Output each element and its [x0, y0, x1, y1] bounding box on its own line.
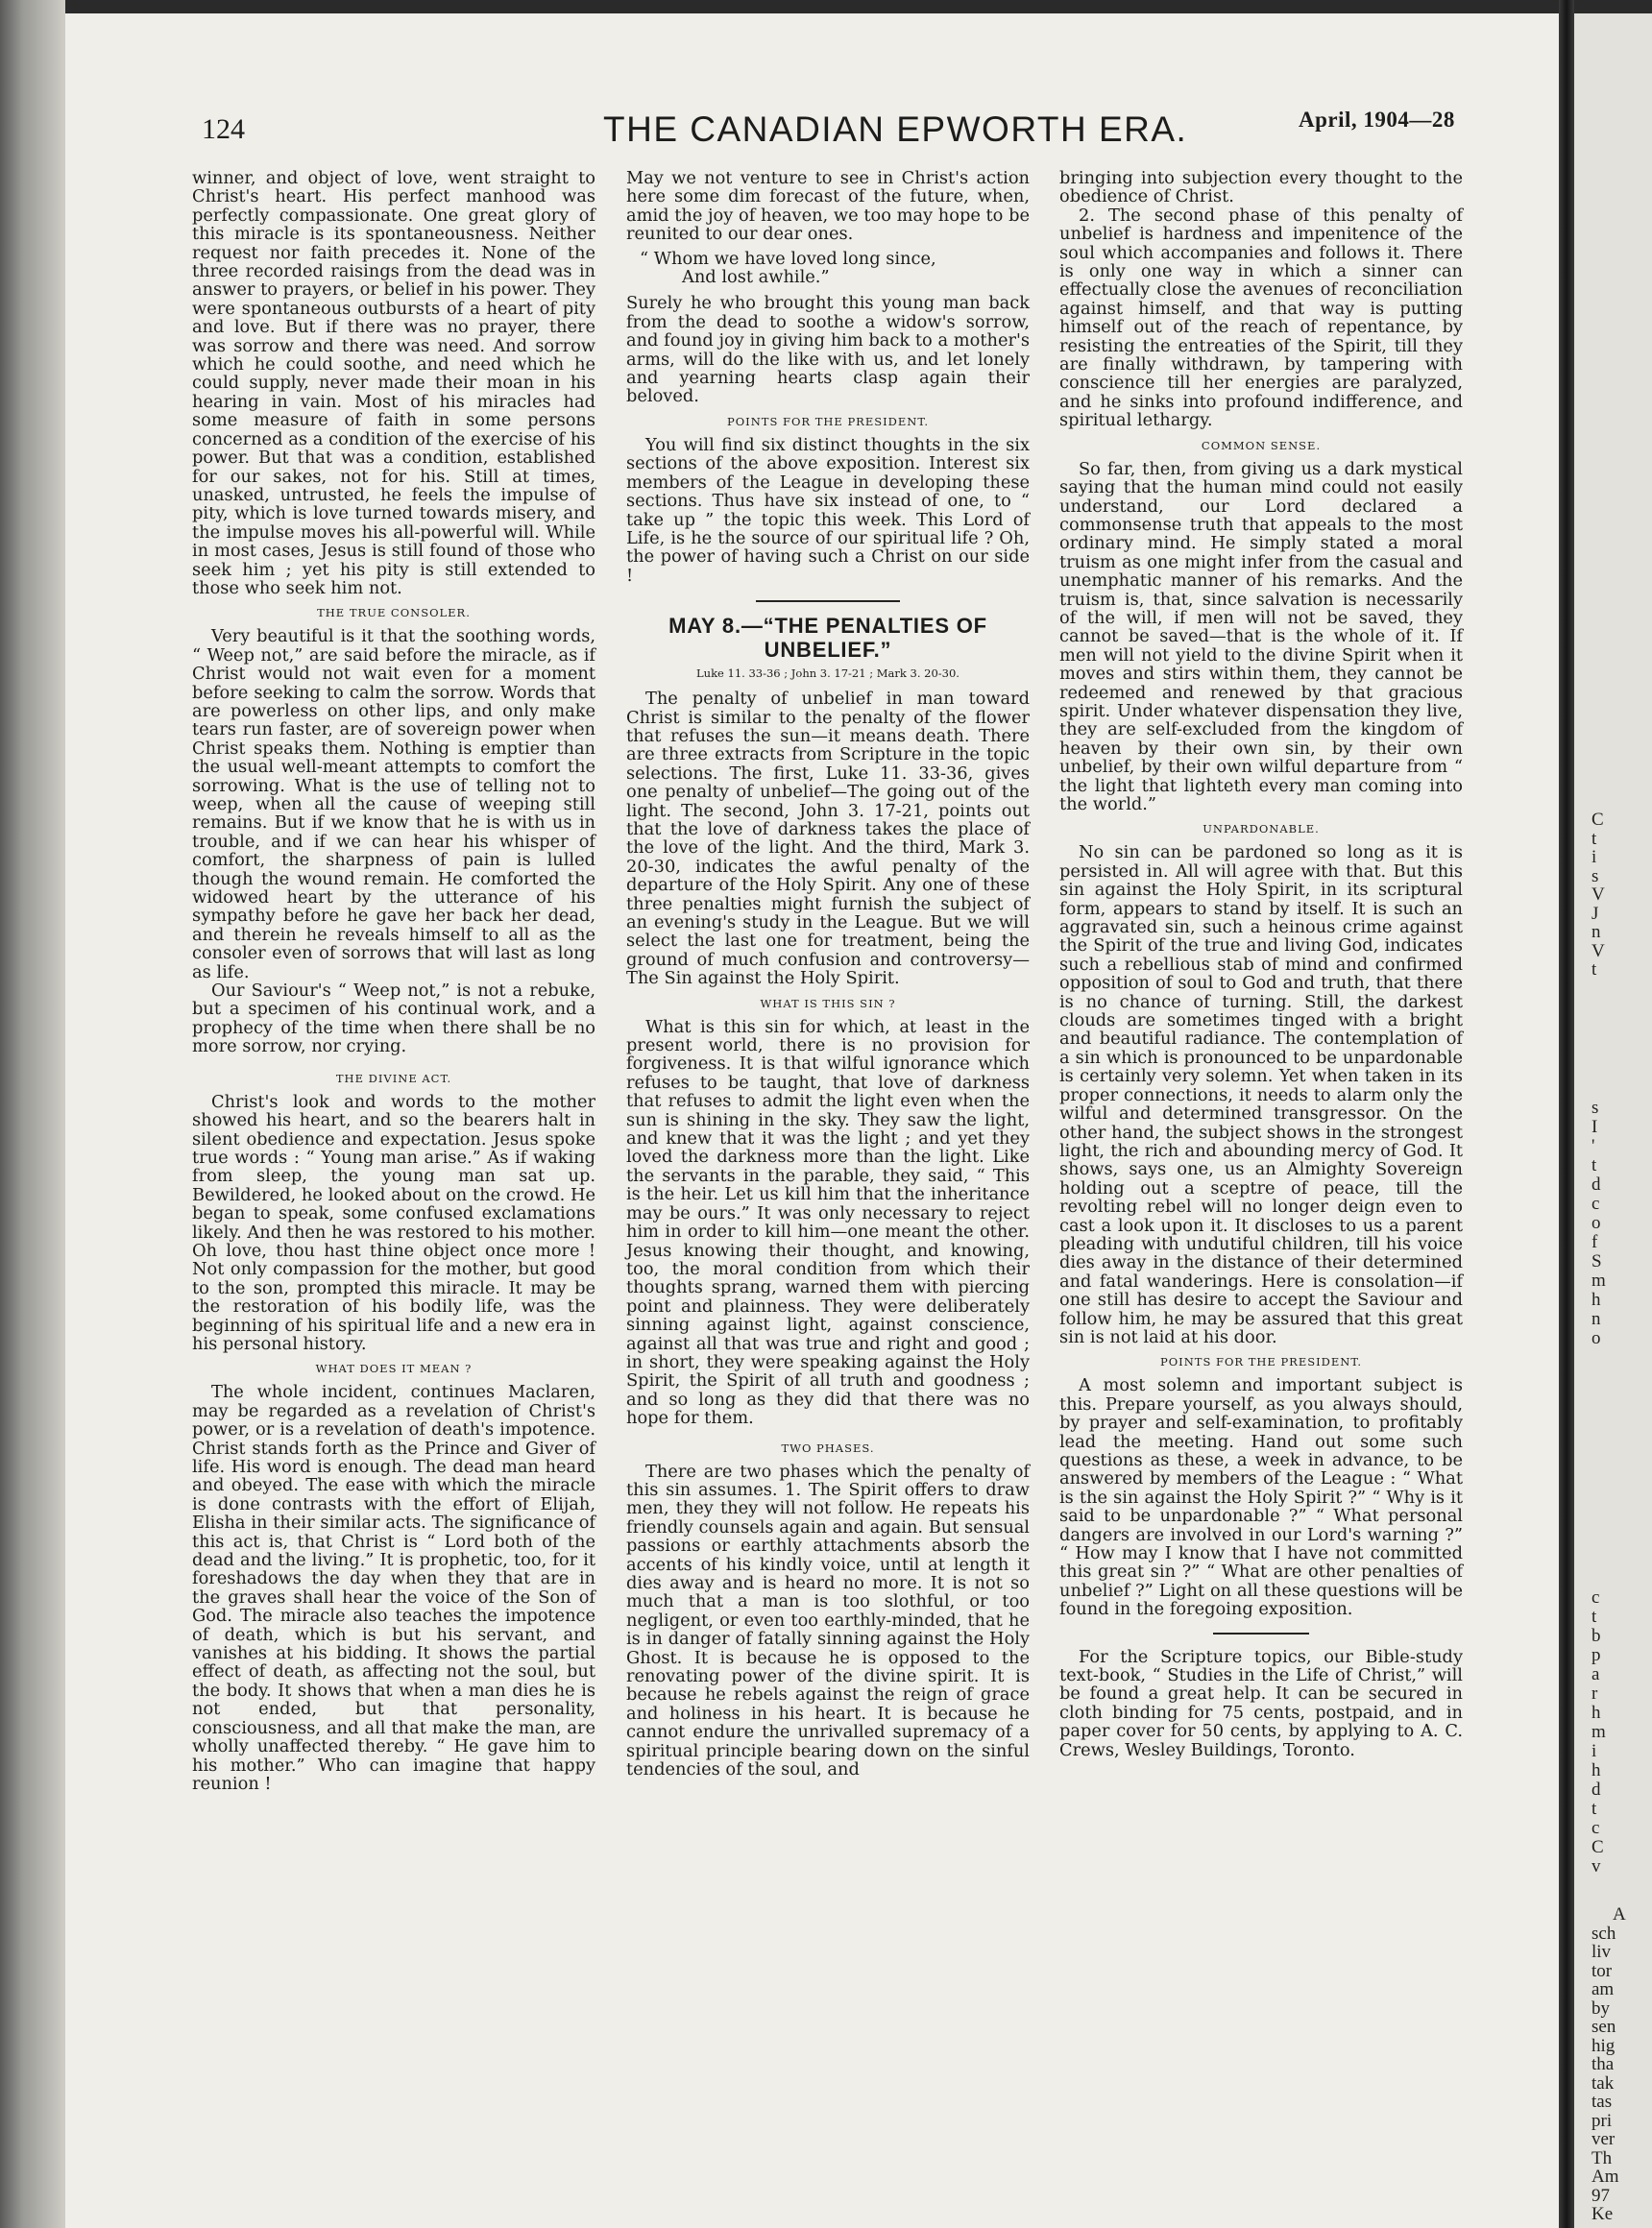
facing-page-fragment: tak — [1591, 2072, 1615, 2094]
binding-gutter — [1559, 0, 1574, 2228]
facing-page-fragment: A — [1613, 1904, 1626, 1925]
scripture-references: Luke 11. 33-36 ; John 3. 17-21 ; Mark 3. 20-30. — [696, 666, 960, 681]
page-header — [202, 106, 1498, 163]
facing-page-fragment: d — [1591, 1780, 1601, 1800]
facing-page-fragment: t — [1591, 1155, 1597, 1175]
paragraph: A most solemn and important subject is this. Prepare yourself, as you always should, by prayer and self-examination, to profitably lead the meeting. Hand out some such questions as these, a week in advance, to be answered by members of the League : “ What is the sin against the Holy Spirit ?” “ Why is it said to be unpardonable ?” “ What personal dangers are involved in our Lord's warning ?” “ How may I know that I have not committed this great sin ?” “ What are other penalties of unbelief ?” Light on all these questions will be found in the foregoing exposition. — [1059, 1375, 1463, 1620]
facing-page-fragment: n — [1591, 1309, 1601, 1329]
facing-page-fragment: b — [1591, 1626, 1601, 1646]
facing-page-fragment: f — [1591, 1232, 1598, 1252]
facing-page-fragment: I — [1591, 1117, 1598, 1137]
section-heading: POINTS FOR THE PRESIDENT. — [727, 414, 929, 428]
facing-page-fragment: v — [1591, 1856, 1601, 1877]
paragraph: You will find six distinct thoughts in the six sections of the above exposition. Interest six members of the League in developing these sections. Thus have six instead of one, to “ take up ” the topic this week. This Lord of Life, is he the source of our spiritual life ? Oh, the power of having such a Christ on our side ! — [626, 434, 1030, 586]
facing-page-fragment: c — [1591, 1194, 1600, 1214]
facing-page-fragment: h — [1591, 1290, 1601, 1310]
paragraph: May we not venture to see in Christ's action here some dim forecast of the future, when, amid the joy of heaven, we too may hope to be reunited to our dear ones. — [626, 168, 1030, 245]
section-heading: WHAT DOES IT MEAN ? — [315, 1362, 473, 1376]
paragraph: bringing into subjection every thought to the obedience of Christ. — [1059, 168, 1463, 207]
facing-page-fragment: h — [1591, 1703, 1601, 1723]
facing-page-fragment: C — [1591, 1837, 1604, 1857]
facing-page-fragment: r — [1591, 1683, 1598, 1704]
facing-page-fragment: m — [1591, 1722, 1606, 1742]
paragraph: The whole incident, continues Maclaren, may be regarded as a revelation of Christ's power, or is a revelation of death's impotence. Christ stands forth as the Prince and Giver of life. His word is enough. The dead man heard and obeyed. The ease with which the miracle is done contrasts with the effort of Elijah, Elisha in their similar acts. The significance of this act is, that Christ is “ Lord both of the dead and the living.” It is prophetic, too, for it foreshadows the day when they that are in the graves shall hear the voice of the Son of God. The miracle also teaches the impotence of death, which is but his servant, and vanishes at his bidding. It shows the partial effect of death, as affecting not the soul, but the body. It shows that when a man dies he is not ended, but that personality, consciousness, and all that make the man, are wholly unaffected thereby. “ He gave him to his mother.” Who can imagine that happy reunion ! — [192, 1382, 595, 1794]
facing-page-fragment: n — [1591, 922, 1601, 942]
facing-page-fragment: s — [1591, 1098, 1599, 1118]
paragraph: So far, then, from giving us a dark mystical saying that the human mind could not easily understand, our Lord declared a commonsense truth that appeals to the most ordinary mind. He simply stated a moral truism as one might infer from the casual and unemphatic manner of his remarks. And the truism is, that, since salvation is necessarily of the will, if men will not be saved, they cannot be saved—that is the whole of it. If men will not yield to the divine Spirit when it moves and stirs within them, they cannot be redeemed and renewed by that gracious spirit. Under whatever dispensation they live, they are self-excluded from the kingdom of heaven by their own sin, by their own unbelief, by their own wilful departure from “ the light that lighteth every man coming into the world.” — [1059, 458, 1463, 814]
paragraph: No sin can be pardoned so long as it is persisted in. All will agree with that. But this sin against the Holy Spirit, in its scriptural form, appears to stand by itself. It is such an aggravated sin, such a heinous crime against the Spirit of the true and living God, indicates such a rebellious stab of mind and confirmed opposition of soul to God and truth, that there is no chance of turning. Still, the darkest clouds are sometimes tinged with a bright and beautiful radiance. The contemplation of a sin which is pronounced to be unpardonable is certainly very solemn. Yet when taken in its proper connections, it needs to alarm only the wilful and determined transgressor. On the other hand, the subject shows in the strongest light, the rich and abounding mercy of God. It shows, says one, us an Almighty Sovereign holding out a sceptre of peace, till the revolting rebel will no longer deign even to cast a look upon it. It discloses to us a parent pleading with undutiful children, till his voice dies away in the distance of their determined and fatal wanderings. Here is consolation—if one still has desire to accept the Saviour and follow him, he may be assured that this great sin is not laid at his door. — [1059, 842, 1463, 1347]
lesson-title: MAY 8.—“THE PENALTIES OF UNBELIEF.” — [668, 614, 987, 663]
facing-page-fragment: C — [1591, 810, 1604, 830]
scan-border-left — [0, 0, 65, 2228]
facing-page-fragment: liv — [1591, 1942, 1612, 1962]
section-heading: POINTS FOR THE PRESIDENT. — [1160, 1355, 1362, 1369]
facing-page-fragment: d — [1591, 1175, 1601, 1195]
column-2 — [626, 169, 1030, 1779]
section-heading: WHAT IS THIS SIN ? — [760, 996, 896, 1010]
facing-page-fragment: 97 — [1591, 2185, 1610, 2206]
facing-page-fragment: Ke — [1591, 2204, 1614, 2224]
paragraph: 2. The second phase of this penalty of unbelief is hardness and impenitence of the soul which accompanies and follows it. There is only one way in which a sinner can effectually close the avenues of reconciliation against himself, and that way is putting himself out of the reach of repentance, by resisting the entreaties of the Spirit, till they are finally withdrawn, by tampering with conscience till her energies are paralyzed, and he sinks into profound indifference, and spiritual lethargy. — [1059, 205, 1463, 431]
divider-rule — [1213, 1633, 1309, 1635]
section-heading: THE DIVINE ACT. — [335, 1071, 452, 1085]
facing-page-fragment: p — [1591, 1645, 1601, 1665]
paragraph: Surely he who brought this young man back from the dead to soothe a widow's sorrow, and found joy in giving him back to a mother's arms, will do the like with us, and let lonely and yearning hearts clasp again their beloved. — [626, 293, 1030, 407]
section-heading: UNPARDONABLE. — [1203, 822, 1320, 836]
facing-page-fragment: s — [1591, 865, 1599, 886]
facing-page-fragment: t — [1591, 1799, 1597, 1819]
column-1 — [192, 169, 595, 1793]
paragraph: There are two phases which the penalty of this sin assumes. 1. The Spirit offers to draw men, they they will not follow. He repeats his friendly counsels again and again. But sensual passions or earthly attachments absorb the accents of his kindly voice, until at length it dies away and is heard no more. It is not so much that a man is too slothful, or too negligent, or even too earthly-minded, that he is in danger of fatally sinning against the Holy Ghost. It is because he is opposed to the renovating power of the divine spirit. It is because he rebels against the reign of grace and holiness in his heart. It is because he cannot endure the unrivalled supremacy of a spiritual principle bearing down on the sinful tendencies of the soul, and — [626, 1461, 1030, 1780]
page-number: 124 — [202, 113, 245, 145]
facing-page-fragment: tas — [1591, 2092, 1613, 2112]
facing-page-fragment: c — [1591, 1587, 1600, 1608]
facing-page-fragment: i — [1591, 1741, 1597, 1761]
journal-title: THE CANADIAN EPWORTH ERA. — [603, 109, 1188, 149]
facing-page-fragment: Am — [1591, 2167, 1619, 2187]
facing-page-fragment: pri — [1591, 2110, 1613, 2131]
paragraph: For the Scripture topics, our Bible-study text-book, “ Studies in the Life of Christ,” will be found a great help. It can be secured in cloth binding for 75 cents, postpaid, and in paper cover for 50 cents, by applying to A. C. Crews, Wesley Buildings, Toronto. — [1059, 1646, 1463, 1760]
section-heading: TWO PHASES. — [781, 1441, 875, 1455]
quote-line: And lost awhile.” — [682, 267, 830, 288]
facing-page-fragment: m — [1591, 1271, 1606, 1291]
facing-page-fragment: o — [1591, 1328, 1601, 1348]
facing-page-fragment: hig — [1591, 2035, 1616, 2056]
facing-page-edge — [1574, 13, 1652, 2228]
paragraph: The penalty of unbelief in man toward Christ is similar to the penalty of the flower that refuses the sun—it means death. There are three extracts from Scripture in the topic selections. The first, Luke 11. 33-36, gives one penalty of unbelief—The going out of the light. The second, John 3. 17-21, points out that the love of darkness takes the place of the love of the light. And the third, Mark 3. 20-30, indicates the awful penalty of the departure of the Holy Spirit. Any one of these three penalties might furnish the subject of an evening's study in the League. But we will select the last one for treatment, being the ground of much confusion and controversy—The Sin against the Holy Spirit. — [626, 689, 1030, 989]
facing-page-fragment: S — [1591, 1251, 1602, 1271]
facing-page-fragment: V — [1591, 940, 1605, 961]
paragraph: winner, and object of love, went straight to Christ's heart. His perfect manhood was perfectly compassionate. One great glory of this miracle is its spontaneousness. Neither request nor faith precedes it. None of the three recorded raisings from the dead was in answer to prayers, or belief in his power. They were spontaneous outbursts of a heart of pity and love. But if there was no prayer, there was sorrow and there was need. And sorrow which he could soothe, and need which he could supply, never made their moan in his hearing in vain. Most of his miracles had some measure of faith in some persons concerned as a condition of the exercise of his power. But that was a condition, established for our sakes, not for his. Still at times, unasked, untrusted, he feels the impulse of pity, which is love turned towards misery, and the impulse moves his all-powerful will. While in most cases, Jesus is still found of those who seek him ; yet his pity is still extended to those who seek him not. — [192, 168, 595, 598]
facing-page-fragment: tor — [1591, 1960, 1613, 1981]
facing-page-fragment: Th — [1591, 2147, 1613, 2168]
facing-page-fragment: a — [1591, 1664, 1600, 1684]
paragraph: Very beautiful is it that the soothing words, “ Weep not,” are said before the miracle, as if Christ would not wait even for a moment before seeking to calm the sorrow. Words that are powerless on other lips, and only make tears run faster, are of sovereign power when Christ speaks them. Nothing is emptier than the usual well-meant attempts to comfort the sorrowing. What is the use of telling not to weep, when all the cause of weeping still remains. But if we know that he is with us in trouble, and if we can hear his whisper of comfort, the sharpness of pain is lulled though the wound remain. He comforted the widowed heart by the utterance of his sympathy before he gave her back her dead, and therein he reveals himself to all as the consoler even of sorrows that will last as long as life. — [192, 626, 595, 982]
verse-quote — [626, 250, 1030, 287]
issue-date: April, 1904—28 — [1299, 108, 1455, 132]
facing-page-fragment: am — [1591, 1979, 1615, 1999]
facing-page-fragment: i — [1591, 847, 1597, 867]
paragraph: Our Saviour's “ Weep not,” is not a rebuke, but a specimen of his continual work, and a prophecy of the time when there shall be no more sorrow, nor crying. — [192, 981, 595, 1057]
divider-rule — [756, 600, 900, 602]
paragraph: What is this sin for which, at least in the present world, there is no provision for forgiveness. It is that wilful ignorance which refuses to be taught, that love of darkness that refuses to admit the light even when the sun is shining in the sky. They saw the light, and knew that it was the light ; and yet they loved the darkness more than the light. Like the servants in the parable, they said, “ This is the heir. Let us kill him that the inheritance may be ours.” It was only necessary to reject him in order to kill him—one meant the other. Jesus knowing their thought, and knowing, too, the moral condition from which their thoughts sprang, warned them with piercing point and plainness. They were deliberately sinning against light, against conscience, against all that was true and right and good ; in short, they were speaking against the Holy Spirit, the Spirit of all truth and goodness ; and so long as they did that there was no hope for them. — [626, 1016, 1030, 1429]
facing-page-fragment: J — [1591, 903, 1599, 924]
facing-page-fragment: by — [1591, 1998, 1610, 2019]
facing-page-fragment: t — [1591, 1607, 1597, 1627]
facing-page-fragment: sen — [1591, 2017, 1616, 2037]
facing-page-fragment: t — [1591, 959, 1597, 980]
quote-line: “ Whom we have loved long since, — [640, 248, 936, 269]
facing-page-fragment: ver — [1591, 2129, 1616, 2149]
column-3 — [1059, 169, 1463, 1759]
section-heading: THE TRUE CONSOLER. — [317, 606, 471, 620]
facing-page-fragment: t — [1591, 828, 1597, 849]
facing-page-fragment: h — [1591, 1760, 1601, 1780]
facing-page-fragment: o — [1591, 1213, 1601, 1233]
facing-page-fragment: sch — [1591, 1923, 1616, 1944]
section-heading: COMMON SENSE. — [1201, 438, 1322, 452]
facing-page-fragment: V — [1591, 884, 1605, 905]
paragraph: Christ's look and words to the mother showed his heart, and so the bearers halt in silent obedience and expectation. Jesus spoke true words : “ Young man arise.” As if waking from sleep, the young man sat up. Bewildered, he looked about on the crowd. He began to speak, some confused exclamations likely. And then he was restored to his mother. Oh love, thou hast thine object once more ! Not only compassion for the mother, but good to the son, prompted this miracle. It may be the restoration of his bodily life, was the beginning of his spiritual life and a new era in his personal history. — [192, 1091, 595, 1354]
facing-page-fragment: tha — [1591, 2054, 1615, 2074]
scan-border-top — [0, 0, 1652, 13]
facing-page-fragment: ' — [1591, 1136, 1595, 1156]
facing-page-fragment: c — [1591, 1818, 1600, 1838]
